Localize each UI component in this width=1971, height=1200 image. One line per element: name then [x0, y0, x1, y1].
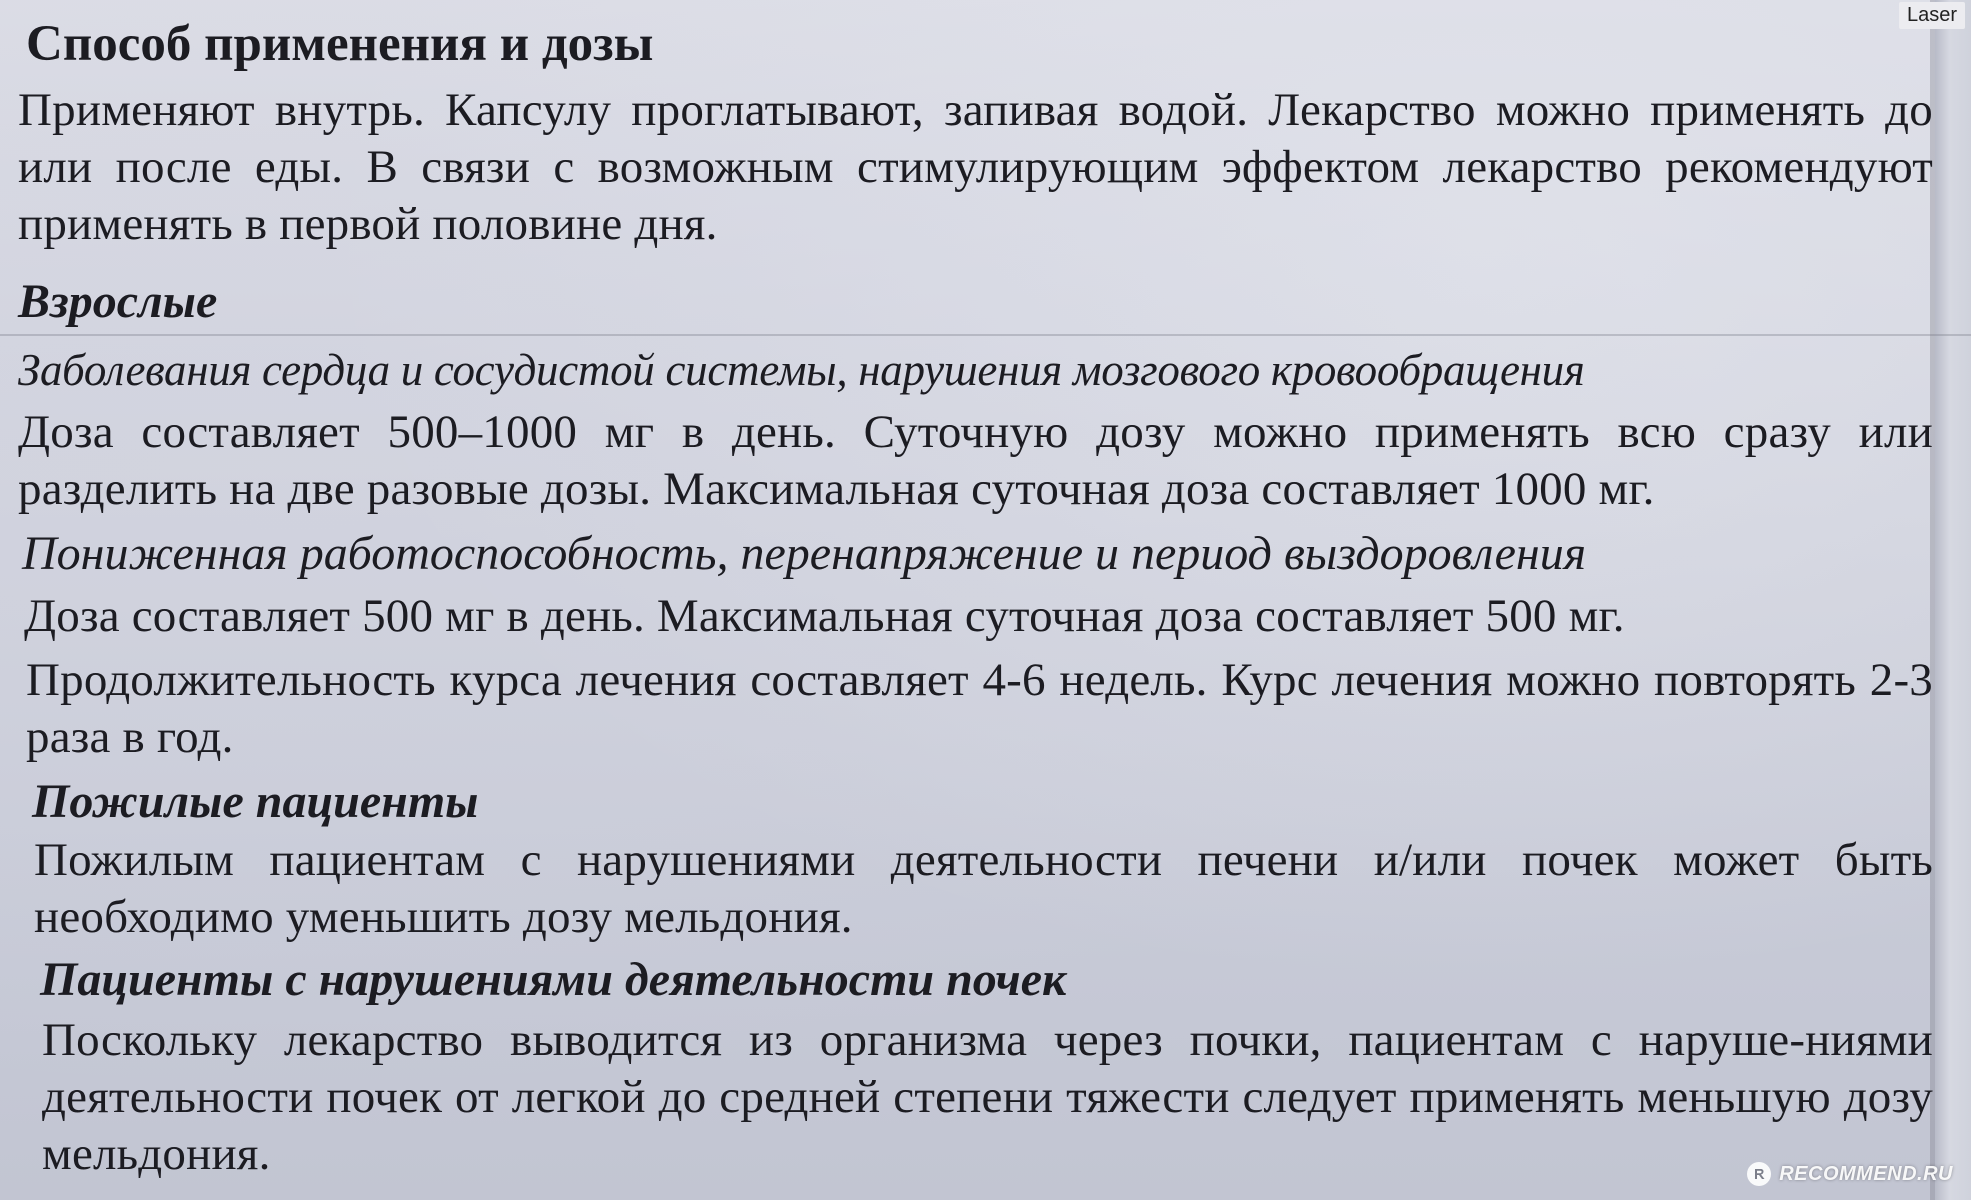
cardio-paragraph: Доза составляет 500–1000 мг в день. Суточную дозу можно применять всю сразу или разделить на две разовые дозы. Максимальная суточная доза составляет 1000 мг.	[18, 406, 1933, 515]
adjacent-page-edge	[1935, 0, 1971, 1200]
renal-heading: Пациенты с нарушениями деятельности почек	[40, 953, 1067, 1006]
fatigue-heading: Пониженная работоспособность, перенапряжение и период выздоровления	[22, 527, 1587, 580]
recommend-logo-icon	[1747, 1162, 1771, 1186]
course-paragraph: Продолжительность курса лечения составляет 4-6 недель. Курс лечения можно повторять 2-3 раза в год.	[26, 654, 1933, 763]
watermark	[1747, 1162, 1953, 1186]
intro-paragraph: Применяют внутрь. Капсулу проглатывают, запивая водой. Лекарство можно применять до или после еды. В связи с возможным стимулирующим эффектом лекарство рекомендуют применять в первой половине дня.	[18, 84, 1933, 250]
paper-fold-line	[0, 334, 1971, 336]
section-title: Способ применения и дозы	[26, 16, 654, 72]
watermark-text: RECOMMEND.RU	[1779, 1162, 1953, 1185]
elderly-paragraph: Пожилым пациентам с нарушениями деятельности печени и/или почек может быть необходимо уменьшить дозу мельдония.	[34, 834, 1933, 943]
adults-heading: Взрослые	[18, 275, 218, 328]
renal-paragraph: Поскольку лекарство выводится из организма через почки, пациентам с наруше-ниями деятельности почек от легкой до средней степени тяжести следует применять меньшую дозу мельдония.	[42, 1014, 1933, 1180]
elderly-heading: Пожилые пациенты	[32, 775, 479, 828]
cardio-heading: Заболевания сердца и сосудистой системы, нарушения мозгового кровообращения	[18, 345, 1585, 395]
fatigue-paragraph: Доза составляет 500 мг в день. Максимальная суточная доза составляет 500 мг.	[24, 590, 1625, 642]
corner-label: Laser	[1899, 2, 1965, 29]
